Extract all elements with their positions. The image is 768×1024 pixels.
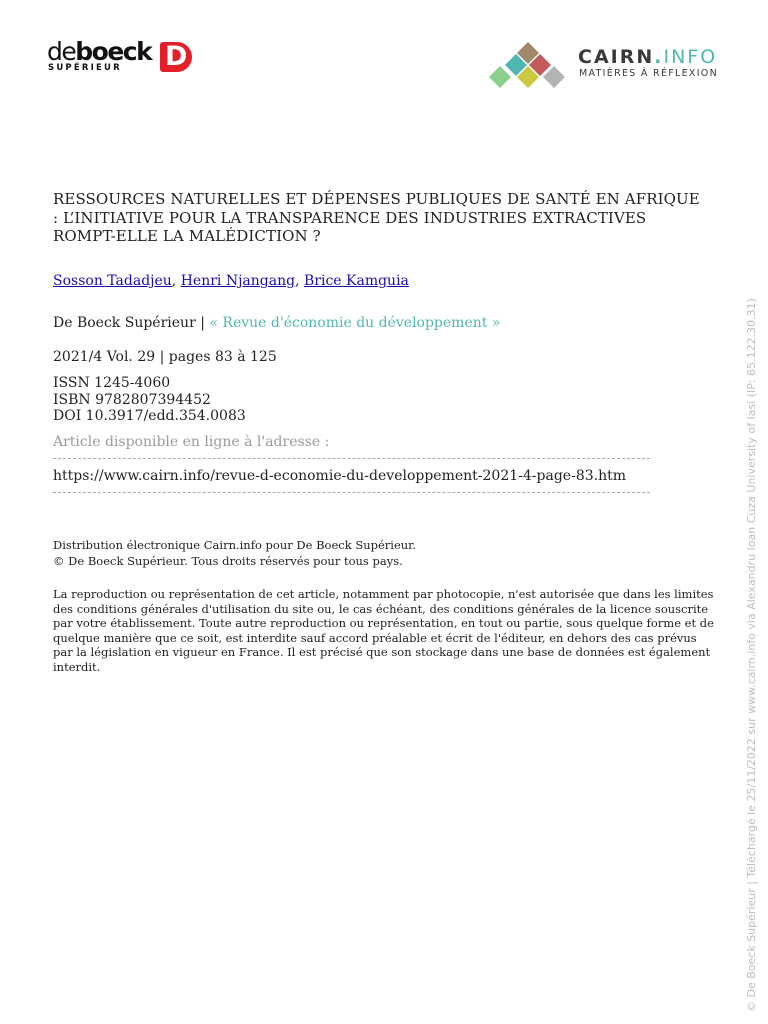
deboeck-subtitle: SUPÉRIEUR	[48, 63, 122, 73]
author-separator: ,	[171, 273, 181, 289]
cairn-suffix: INFO	[663, 46, 718, 68]
cairn-dot: .	[654, 46, 664, 68]
identifiers	[53, 375, 246, 425]
cairn-name: CAIRN	[578, 46, 655, 68]
publisher-name: De Boeck Supérieur	[53, 315, 196, 331]
deboeck-mark-letter: D	[165, 41, 188, 72]
deboeck-word-bold: boeck	[75, 37, 152, 66]
divider-bottom	[53, 492, 650, 493]
publisher-separator: |	[195, 315, 210, 331]
distribution-line-2: © De Boeck Supérieur. Tous droits réservés pour tous pays.	[53, 554, 403, 568]
legal-notice: La reproduction ou représentation de cet article, notamment par photocopie, n'est autorisée que dans les limites des conditions générales d'utilisation du site ou, le cas échéant, des conditions générales de la licence souscrite par votre établissement. Toute autre reproduction ou représentation, en tout ou partie, sous quelque forme et de quelque manière que ce soit, est interdite sauf accord préalable et écrit de l'éditeur, en dehors des cas prévus par la législation en vigueur en France. Il est précisé que son stockage dans une base de données est également interdit.	[53, 587, 714, 674]
author-separator: ,	[295, 273, 304, 289]
available-online-label: Article disponible en ligne à l'adresse :	[53, 434, 330, 450]
divider-top	[53, 458, 650, 459]
deboeck-logo	[47, 37, 197, 74]
distribution-line-1: Distribution électronique Cairn.info pour De Boeck Supérieur.	[53, 538, 417, 552]
author-link-1[interactable]: Sosson Tadadjeu	[53, 273, 172, 289]
isbn: ISBN 9782807394452	[53, 391, 211, 408]
article-title: RESSOURCES NATURELLES ET DÉPENSES PUBLIQUES DE SANTÉ EN AFRIQUE : L’INITIATIVE POUR LA TRANSPARENCE DES INDUSTRIES EXTRACTIVES ROMPT-ELLE LA MALÉDICTION ?	[53, 190, 700, 245]
issue-line: 2021/4 Vol. 29 | pages 83 à 125	[53, 349, 277, 365]
cairn-diamond-bottom-left	[489, 66, 511, 88]
cairn-tagline: MATIÈRES À RÉFLEXION	[579, 68, 718, 79]
journal-link[interactable]: « Revue d'économie du développement »	[209, 315, 501, 331]
author-link-2[interactable]: Henri Njangang	[180, 273, 296, 289]
authors-line	[53, 273, 409, 289]
deboeck-wordmark	[47, 37, 152, 66]
download-watermark: © De Boeck Supérieur | Téléchargé le 25/11/2022 sur www.cairn.info via Alexandru Ioan Cuza University of Iasi (IP: 85.122.30.31)	[745, 298, 758, 1012]
issn: ISSN 1245-4060	[53, 375, 171, 391]
doi: DOI 10.3917/edd.354.0083	[53, 408, 246, 424]
publisher-line	[53, 315, 500, 331]
distribution-notice	[53, 537, 416, 569]
cairn-diamonds-icon	[488, 42, 568, 90]
author-link-3[interactable]: Brice Kamguia	[303, 273, 409, 289]
cairn-wordmark	[578, 46, 717, 68]
deboeck-word-light: de	[47, 37, 76, 66]
article-url-link[interactable]: https://www.cairn.info/revue-d-economie-du-developpement-2021-4-page-83.htm	[53, 468, 626, 484]
